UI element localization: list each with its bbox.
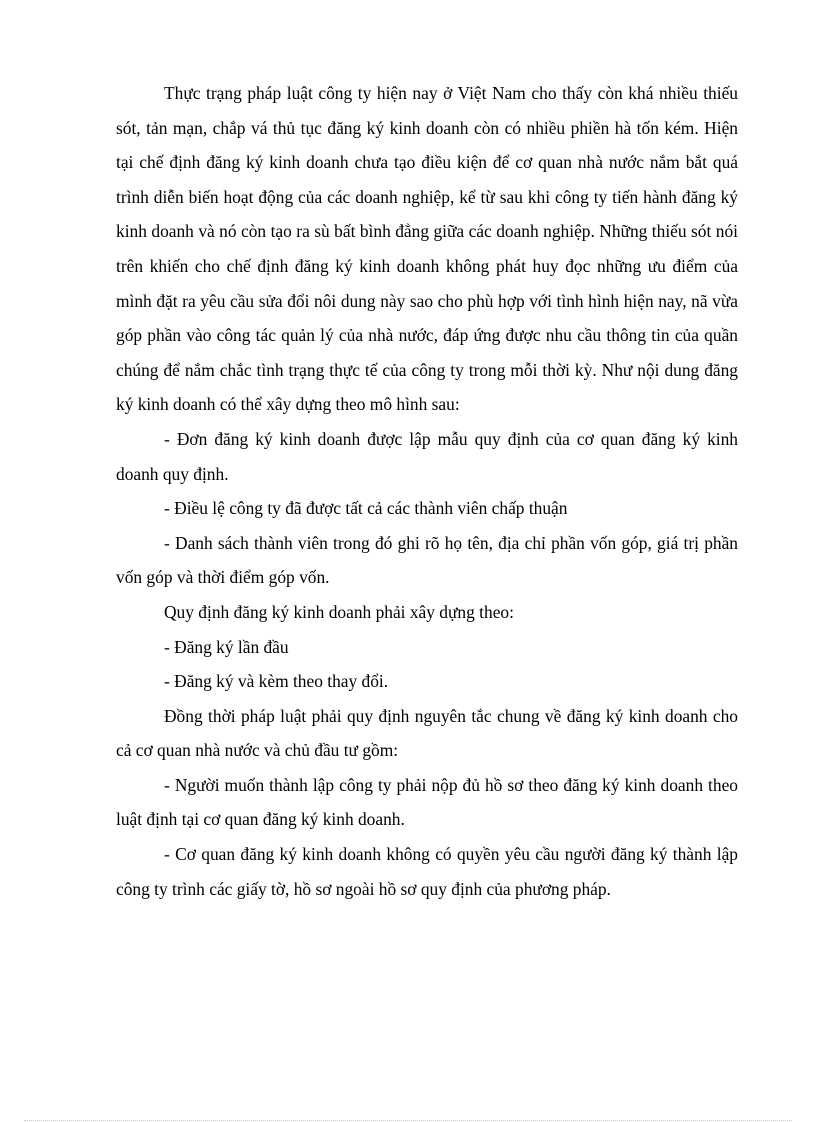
paragraph-item-charter: - Điều lệ công ty đã được tất cả các thành viên chấp thuận [164, 498, 568, 519]
page-bottom-divider [24, 1120, 792, 1121]
paragraph-general-principles: Đồng thời pháp luật phải quy định nguyên tắc chung về đăng ký kinh doanh cho cả cơ quan nhà nước và chủ đầu tư gồm: [116, 705, 738, 761]
paragraph-item-application: - Đơn đăng ký kinh doanh được lập mẫu quy định của cơ quan đăng ký kinh doanh quy định. [116, 428, 738, 484]
paragraph-intro: Thực trạng pháp luật công ty hiện nay ở Việt Nam cho thấy còn khá nhiều thiếu sót, tản mạn, chắp vá thủ tục đăng ký kinh doanh còn có nhiều phiền hà tốn kém. Hiện tại chế định đăng ký kinh doanh chưa tạo điều kiện để cơ quan nhà nước nắm bắt quá trình diễn biến hoạt động của các doanh nghiệp, kể từ sau khi công ty tiến hành đăng ký kinh doanh và nó còn tạo ra sù bất bình đẳng giữa các doanh nghiệp. Những thiếu sót nói trên khiến cho chế định đăng ký kinh doanh không phát huy đọc những ưu điểm của mình đặt ra yêu cầu sửa đổi nôi dung này sao cho phù hợp với tình hình hiện nay, nã vừa góp phần vào công tác quản lý của nhà nước, đáp ứng được nhu cầu thông tin của quần chúng để nắm chắc tình trạng thực tế của công ty trong mỗi thời kỳ. Như nội dung đăng ký kinh doanh có thể xây dựng theo mô hình sau: [116, 83, 738, 415]
paragraph-item-submit-dossier: - Người muốn thành lập công ty phải nộp đủ hồ sơ theo đăng ký kinh doanh theo luật định tại cơ quan đăng ký kinh doanh. [116, 774, 738, 830]
paragraph-item-member-list: - Danh sách thành viên trong đó ghi rõ họ tên, địa chỉ phần vốn góp, giá trị phần vốn góp và thời điểm góp vốn. [116, 532, 738, 588]
paragraph-item-first-registration: - Đăng ký lần đầu [164, 636, 289, 657]
paragraph-registration-rule: Quy định đăng ký kinh doanh phải xây dựng theo: [164, 601, 514, 622]
paragraph-item-change-registration: - Đăng ký và kèm theo thay đổi. [164, 671, 389, 692]
paragraph-item-agency-restriction: - Cơ quan đăng ký kinh doanh không có quyền yêu cầu người đăng ký thành lập công ty trình các giấy tờ, hồ sơ ngoài hồ sơ quy định của phương pháp. [116, 844, 738, 899]
document-page [116, 76, 738, 906]
